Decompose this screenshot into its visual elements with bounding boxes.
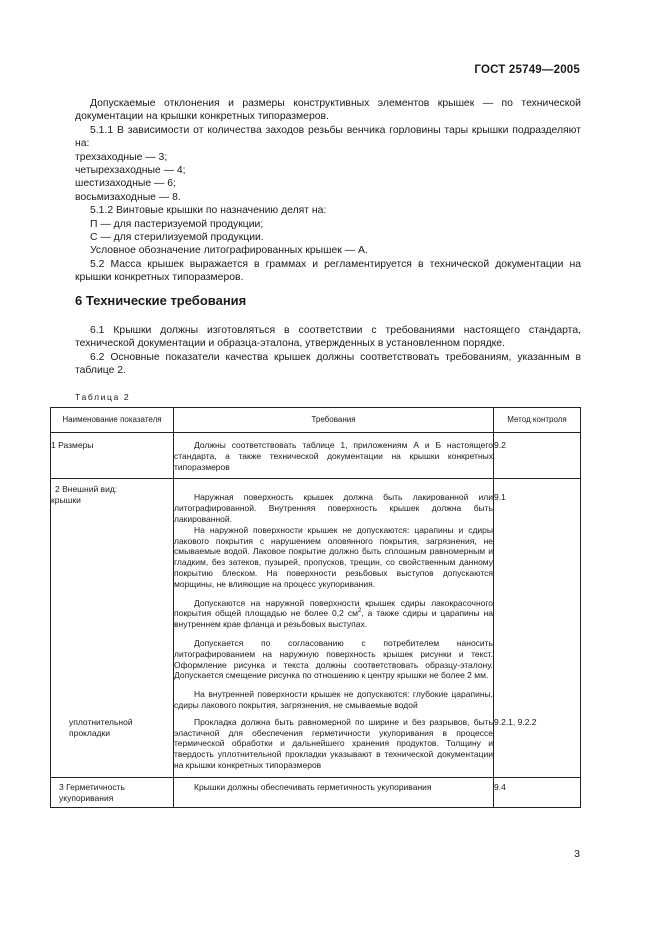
indicator-appearance: 2 Внешний вид:: [55, 484, 118, 495]
table-row: [51, 433, 581, 479]
paragraph-tolerances: Допускаемые отклонения и размеры конструктивных элементов крышек — по технической документации на крышки конкретных типоразмеров.: [75, 98, 581, 123]
requirement-inner: На внутренней поверхности крышек не допускаются: глубокие царапины, сдиры лакового покрытия, загрязнения, не смываемые водой: [174, 689, 493, 710]
list-item-p: П — для пастеризуемой продукции;: [90, 218, 264, 230]
paragraph-5-2: 5.2 Масса крышек выражается в граммах и регламентируется в технической документации на крышки конкретных типоразмеров.: [75, 258, 581, 284]
header-indicator: Наименование показателя: [51, 408, 174, 433]
method-sealing: 9.4: [494, 777, 581, 808]
paragraph-5-1-2: 5.1.2 Винтовые крышки по назначению делят на:: [90, 205, 327, 217]
paragraph-designation: Условное обозначение литографированных крышек — А.: [90, 245, 368, 257]
paragraph-5-1-1: 5.1.1 В зависимости от количества заходов резьбы венчика горловины тары крышки подразделяют на:: [75, 124, 581, 150]
document-id: ГОСТ 25749—2005: [474, 64, 580, 76]
table-header-row: [51, 408, 581, 433]
page-number: 3: [574, 848, 580, 860]
indicator-gasket: уплотнительной прокладки: [51, 717, 174, 777]
requirement-surface: Наружная поверхность крышек должна быть лакированной или литографированной. Внутренняя поверхность крышек должна быть лакированной.: [174, 492, 493, 524]
section-title: 6 Технические требования: [75, 293, 247, 308]
requirement-sizes: Должны соответствовать таблице 1, приложениям А и Б настоящего стандарта, а также технической документации на крышки конкретных типоразмеров: [174, 440, 493, 472]
paragraph-6-1: 6.1 Крышки должны изготовляться в соответствии с требованиями настоящего стандарта, технической документации и образца-эталона, утвержденных в установленном порядке.: [75, 325, 581, 350]
indicator-sizes: 1 Размеры: [51, 433, 174, 479]
paragraph-6-2: 6.2 Основные показатели качества крышек должны соответствовать требованиям, указанным в таблице 2.: [75, 351, 581, 377]
table-row: [51, 777, 581, 808]
requirement-allowed: Допускаются на наружной поверхности крышек сдиры лакокрасочного покрытия общей площадью не более 0,2 $см^2$, а также сдиры и царапины на внутреннем крае фланца и резьбовых выступах.: [174, 597, 493, 630]
method-sizes: 9.2: [494, 433, 581, 479]
indicator-lids: крышки: [51, 495, 81, 506]
header-method: Метод контроля: [494, 408, 581, 433]
table-row: [51, 479, 581, 717]
requirement-gasket: Прокладка должна быть равномерной по ширине и без разрывов, быть эластичной для обеспечения герметичности укупоривания в процессе термической обработки и дальнейшего хранения продуктов. Толщину и твердость уплотнительной прокладки указывают в технической документации на крышки конкретных типоразмеров: [174, 716, 493, 770]
requirement-sealing: Крышки должны обеспечивать герметичность укупоривания: [194, 781, 432, 792]
table-caption: Таблица 2: [75, 392, 131, 402]
list-item-8: восьмизаходные — 8.: [75, 191, 181, 203]
list-item-6: шестизаходные — 6;: [75, 178, 176, 190]
list-item-4: четырехзаходные — 4;: [75, 165, 186, 177]
requirement-print: Допускается по согласованию с потребителем наносить литографированием на наружную поверхность крышек рисунки и текст. Оформление рисунка и текста должны соответствовать образцу-эталону. Допускается смещение рисунка по отношению к центру крышки не более 2 мм.: [174, 637, 493, 681]
intro-text: [75, 97, 581, 285]
header-requirements: Требования: [174, 408, 494, 433]
method-gasket: 9.2.1, 9.2.2: [494, 717, 581, 777]
method-appearance: 9.1: [494, 479, 581, 717]
requirement-defects: На наружной поверхности крышек не допускаются: царапины и сдиры лакового покрытия с нарушением оловянного покрытия, загрязнения, не смываемые водой. Лаковое покрытие должно быть сплошным равномерным и гладким, без затеков, пузырей, пропусков, трещин, со свойственным данному покрытию блеском. На поверхности резьбовых выступов допускаются морщины, не влияющие на процесс укупоривания.: [174, 524, 493, 589]
table-row: [51, 717, 581, 777]
indicator-sealing: 3 Герметичность укупоривания: [51, 777, 174, 808]
list-item-3: трехзаходные — 3;: [75, 151, 168, 163]
list-item-c: С — для стерилизуемой продукции.: [90, 232, 264, 244]
requirements-table: [50, 407, 581, 808]
section-6-text: [75, 324, 581, 378]
